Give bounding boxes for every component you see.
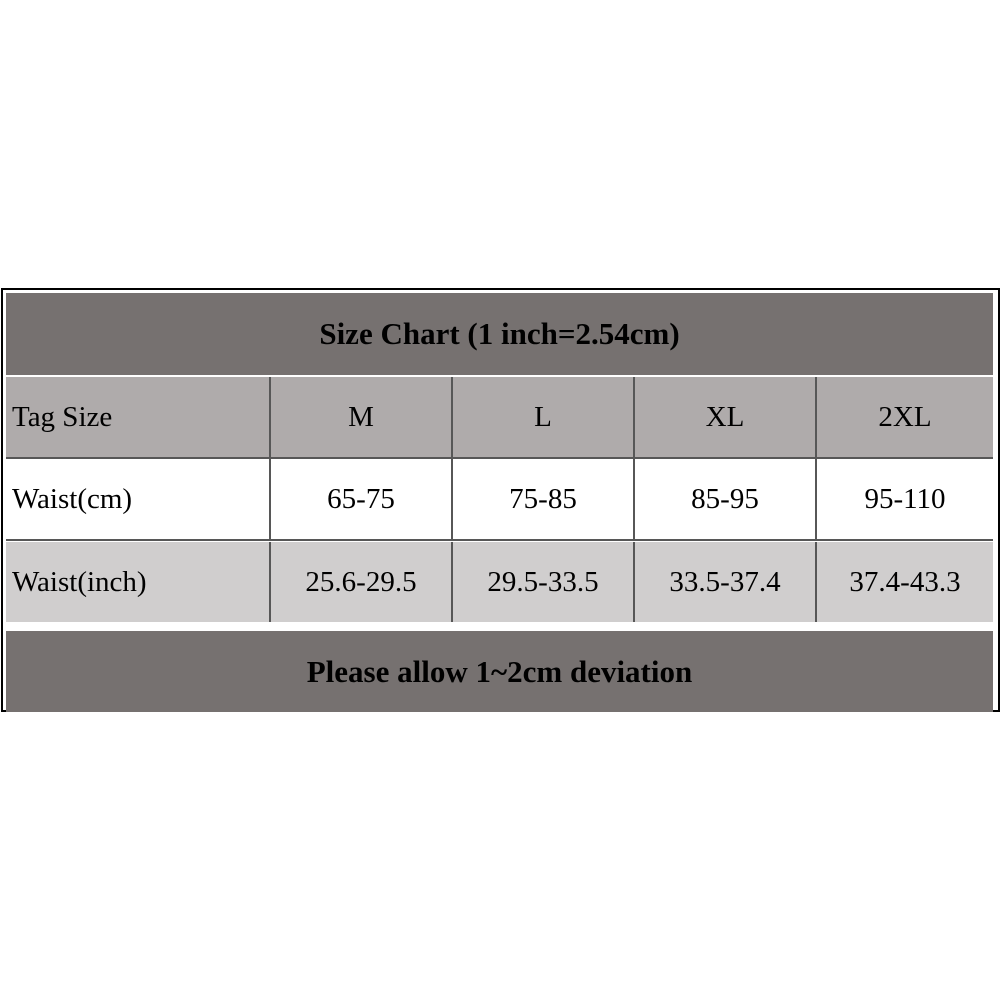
table-cell: 65-75 — [269, 459, 451, 539]
size-chart-table — [1, 288, 1000, 712]
row-divider — [6, 539, 993, 541]
table-cell: 75-85 — [451, 459, 633, 539]
table-row-waist-cm — [6, 459, 993, 539]
deviation-note: Please allow 1~2cm deviation — [6, 629, 993, 712]
table-cell: 95-110 — [815, 459, 993, 539]
row-label-waist-cm: Waist(cm) — [12, 482, 133, 515]
header-cell-l: L — [451, 377, 633, 457]
table-cell: 85-95 — [633, 459, 815, 539]
table-cell: 29.5-33.5 — [451, 542, 633, 622]
size-chart-title: Size Chart (1 inch=2.54cm) — [6, 293, 993, 377]
table-row-waist-inch — [6, 542, 993, 622]
table-cell: 37.4-43.3 — [815, 542, 993, 622]
header-row — [6, 377, 993, 457]
header-cell-2xl: 2XL — [815, 377, 993, 457]
row-label-waist-inch: Waist(inch) — [12, 565, 147, 598]
header-cell-xl: XL — [633, 377, 815, 457]
table-cell: 33.5-37.4 — [633, 542, 815, 622]
header-cell-tag-size: Tag Size — [12, 400, 113, 433]
header-cell-m: M — [269, 377, 451, 457]
size-chart-inner — [6, 293, 993, 706]
table-cell: 25.6-29.5 — [269, 542, 451, 622]
